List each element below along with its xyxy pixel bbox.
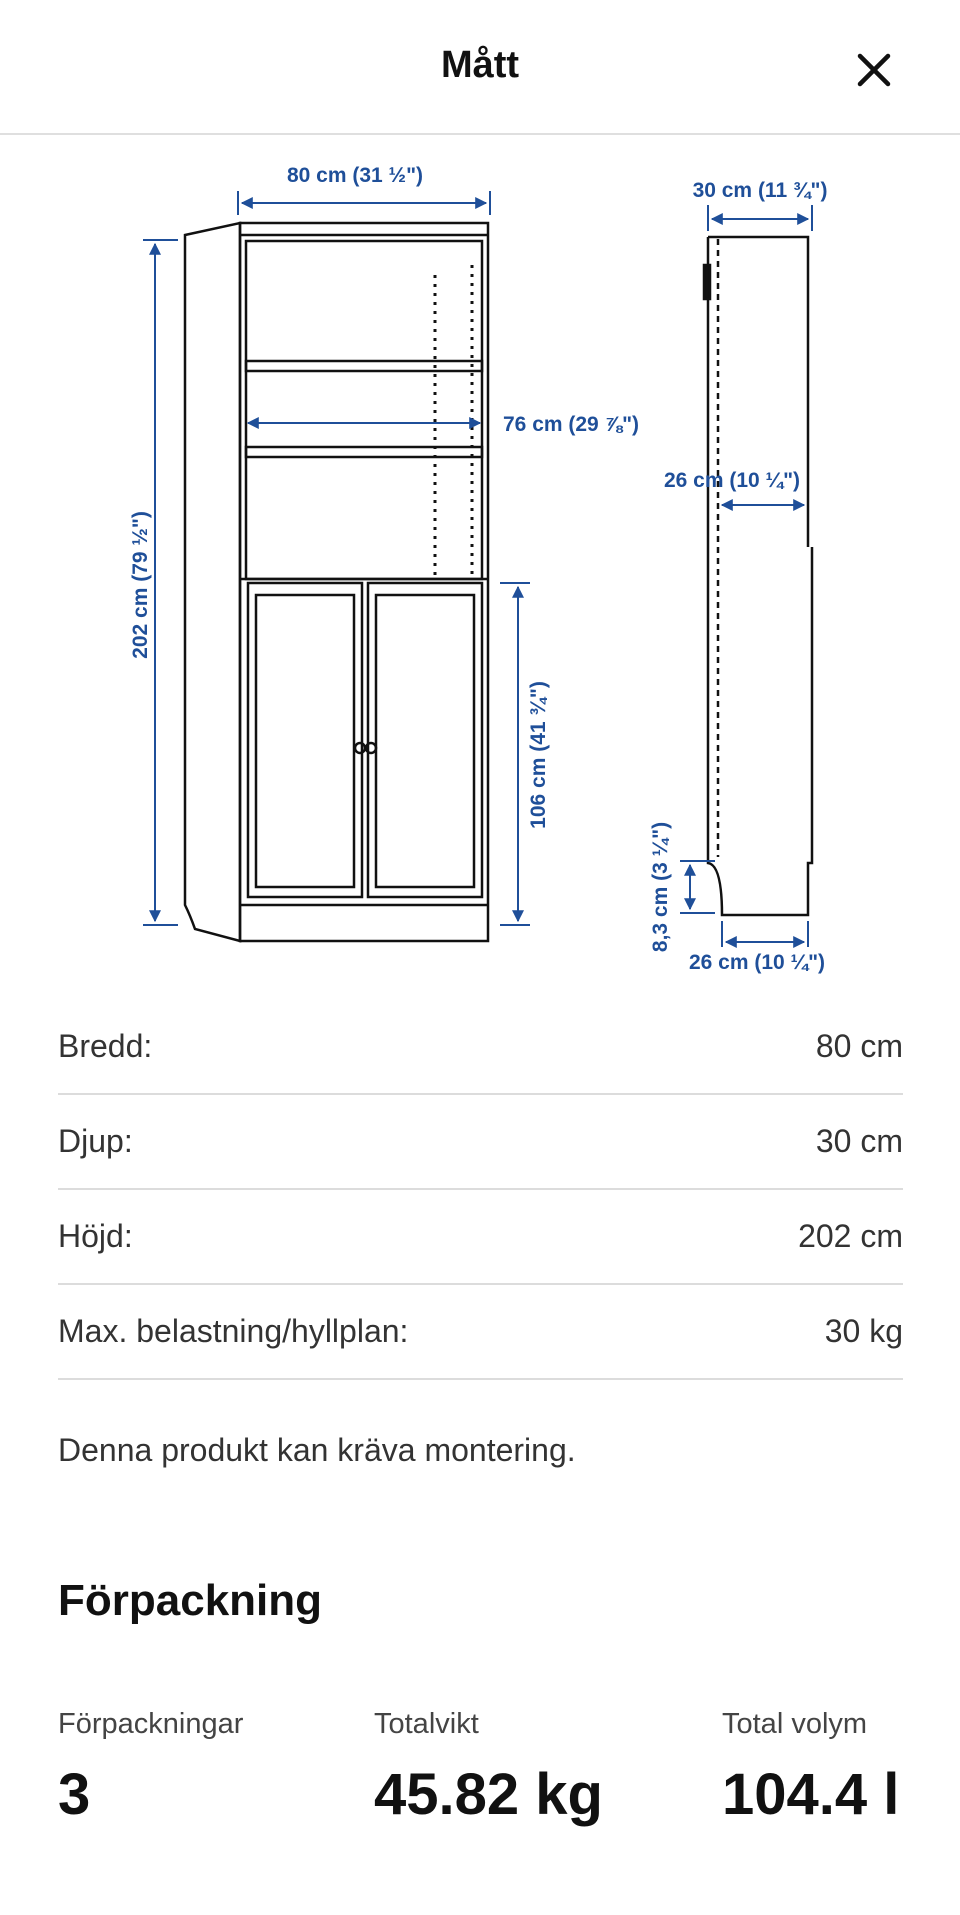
weight-value: 45.82 kg: [374, 1762, 603, 1827]
weight-label: Totalvikt: [374, 1708, 479, 1740]
base-depth-dimension: 26 cm (10 ¼"): [688, 951, 826, 974]
front-view: [185, 223, 488, 941]
door-height-dimension: 106 cm (41 ¾"): [527, 681, 550, 829]
spec-row-width: [58, 1000, 903, 1095]
close-button[interactable]: [846, 42, 902, 98]
total-volume: [722, 1708, 899, 1828]
volume-label: Total volym: [722, 1708, 868, 1740]
sheet-title: Mått: [440, 44, 520, 86]
close-icon: [846, 42, 902, 98]
side-view: [704, 237, 812, 915]
spec-row-max-load: [58, 1285, 903, 1380]
bookcase-drawing: [0, 135, 960, 995]
depth-dimension: 30 cm (11 ¾"): [692, 179, 828, 202]
sheet-header: [0, 0, 960, 135]
height-dimension: 202 cm (79 ½"): [129, 511, 152, 659]
spec-value: 202 cm: [798, 1218, 903, 1254]
packages-value: 3: [58, 1762, 91, 1827]
width-dimension: 80 cm (31 ½"): [286, 164, 424, 187]
packages-label: Förpackningar: [58, 1708, 244, 1740]
spec-value: 30 kg: [824, 1313, 903, 1349]
spec-row-height: [58, 1190, 903, 1285]
total-weight: [374, 1708, 603, 1828]
packages-count: [58, 1708, 243, 1828]
dimension-diagram: [0, 135, 960, 995]
spec-list: [58, 1000, 903, 1380]
inner-width-dimension: 76 cm (29 ⅞"): [503, 413, 640, 436]
spec-label: Djup:: [58, 1123, 133, 1159]
spec-label: Max. belastning/hyllplan:: [58, 1313, 409, 1349]
plinth-height-dimension: 8,3 cm (3 ¼"): [649, 821, 672, 953]
packaging-heading: Förpackning: [58, 1576, 323, 1625]
spec-row-depth: [58, 1095, 903, 1190]
inner-depth-dimension: 26 cm (10 ¼"): [663, 469, 801, 492]
shelf-holes: [435, 265, 472, 575]
spec-value: 30 cm: [815, 1123, 903, 1159]
spec-label: Bredd:: [58, 1028, 153, 1064]
volume-value: 104.4 l: [722, 1762, 900, 1827]
assembly-note: Denna produkt kan kräva montering.: [58, 1432, 576, 1468]
spec-value: 80 cm: [815, 1028, 903, 1064]
spec-label: Höjd:: [58, 1218, 133, 1254]
